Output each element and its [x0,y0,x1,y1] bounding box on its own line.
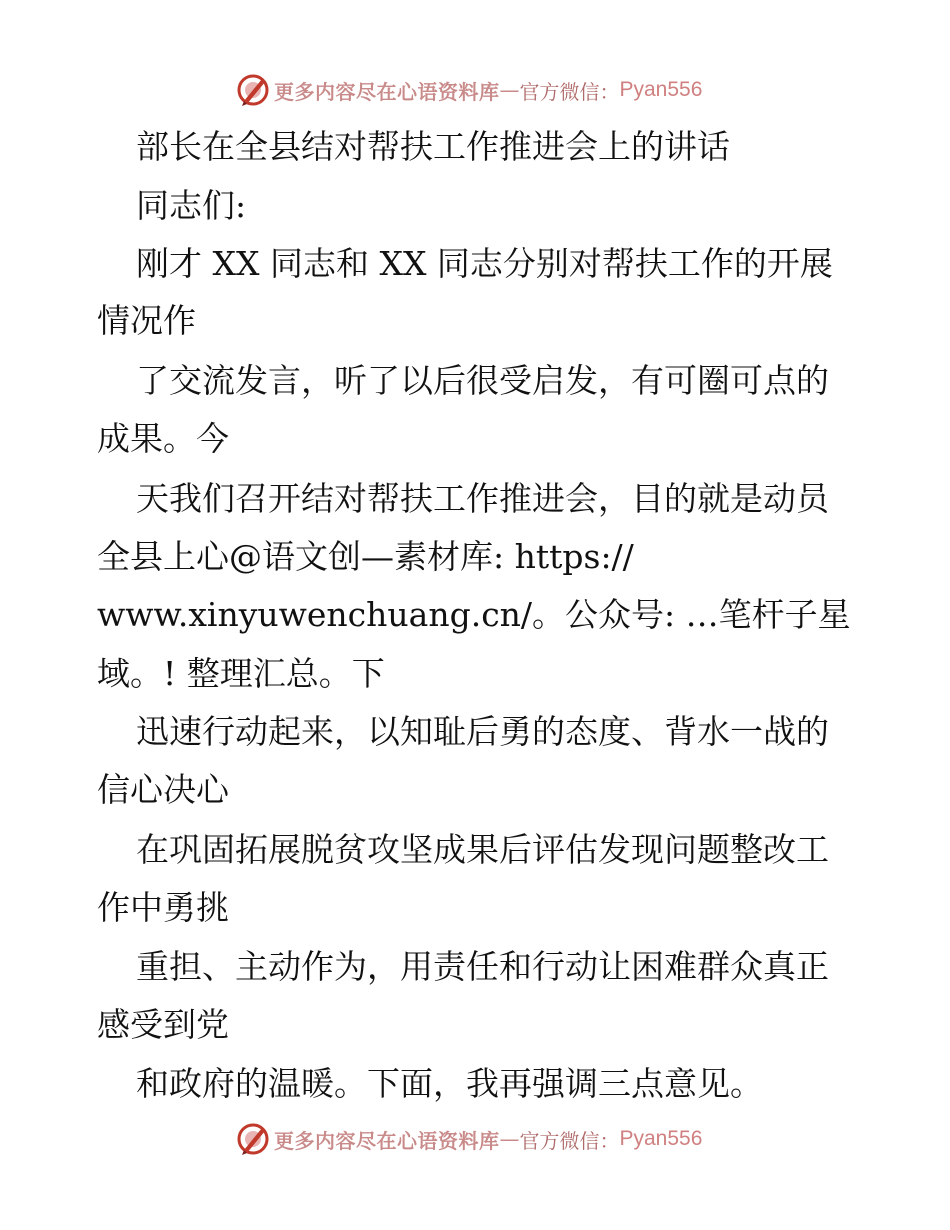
watermark-dash: — [499,1127,520,1151]
footer-watermark [236,1121,702,1157]
watermark-main-text: 更多内容尽在心语资料库 [274,79,500,104]
document-title: 部长在全县结对帮扶工作推进会上的讲话 [136,127,730,166]
header-watermark [236,72,702,108]
text-line: 感受到党 [97,1005,229,1044]
watermark-sub-text: 官方微信： [519,79,620,104]
text-line: 成果。今 [97,419,229,458]
watermark-dash: — [499,78,520,102]
text-line: 迅速行动起来，以知耻后勇的态度、背水一战的 [136,712,829,751]
text-line: 情况作 [97,301,196,340]
text-line: 全县上心@语文创—素材库: https:// [97,537,634,576]
text-line: 在巩固拓展脱贫攻坚成果后评估发现问题整改工 [136,830,829,869]
text-line: 和政府的温暖。下面，我再强调三点意见。 [136,1064,763,1103]
pen-seal-logo-icon [236,73,270,107]
text-line: 域。! 整理汇总。下 [97,654,385,693]
watermark-wechat-id: Pyan556 [619,1127,703,1150]
watermark-main-text: 更多内容尽在心语资料库 [274,1128,500,1153]
text-line: 了交流发言，听了以后很受启发，有可圈可点的 [136,361,829,400]
text-line: 天我们召开结对帮扶工作推进会，目的就是动员 [136,479,829,518]
watermark-sub-text: 官方微信： [519,1128,620,1153]
text-line: 信心决心 [97,770,229,809]
text-line: 作中勇挑 [97,888,229,927]
text-line: 重担、主动作为，用责任和行动让困难群众真正 [136,947,829,986]
watermark-wechat-id: Pyan556 [619,78,703,101]
pen-seal-logo-icon [236,1122,270,1156]
text-line: 刚才 XX 同志和 XX 同志分别对帮扶工作的开展 [136,244,833,283]
salutation: 同志们: [136,186,247,225]
text-line: www.xinyuwenchuang.cn/。公众号: …笔杆子星 [97,595,851,634]
